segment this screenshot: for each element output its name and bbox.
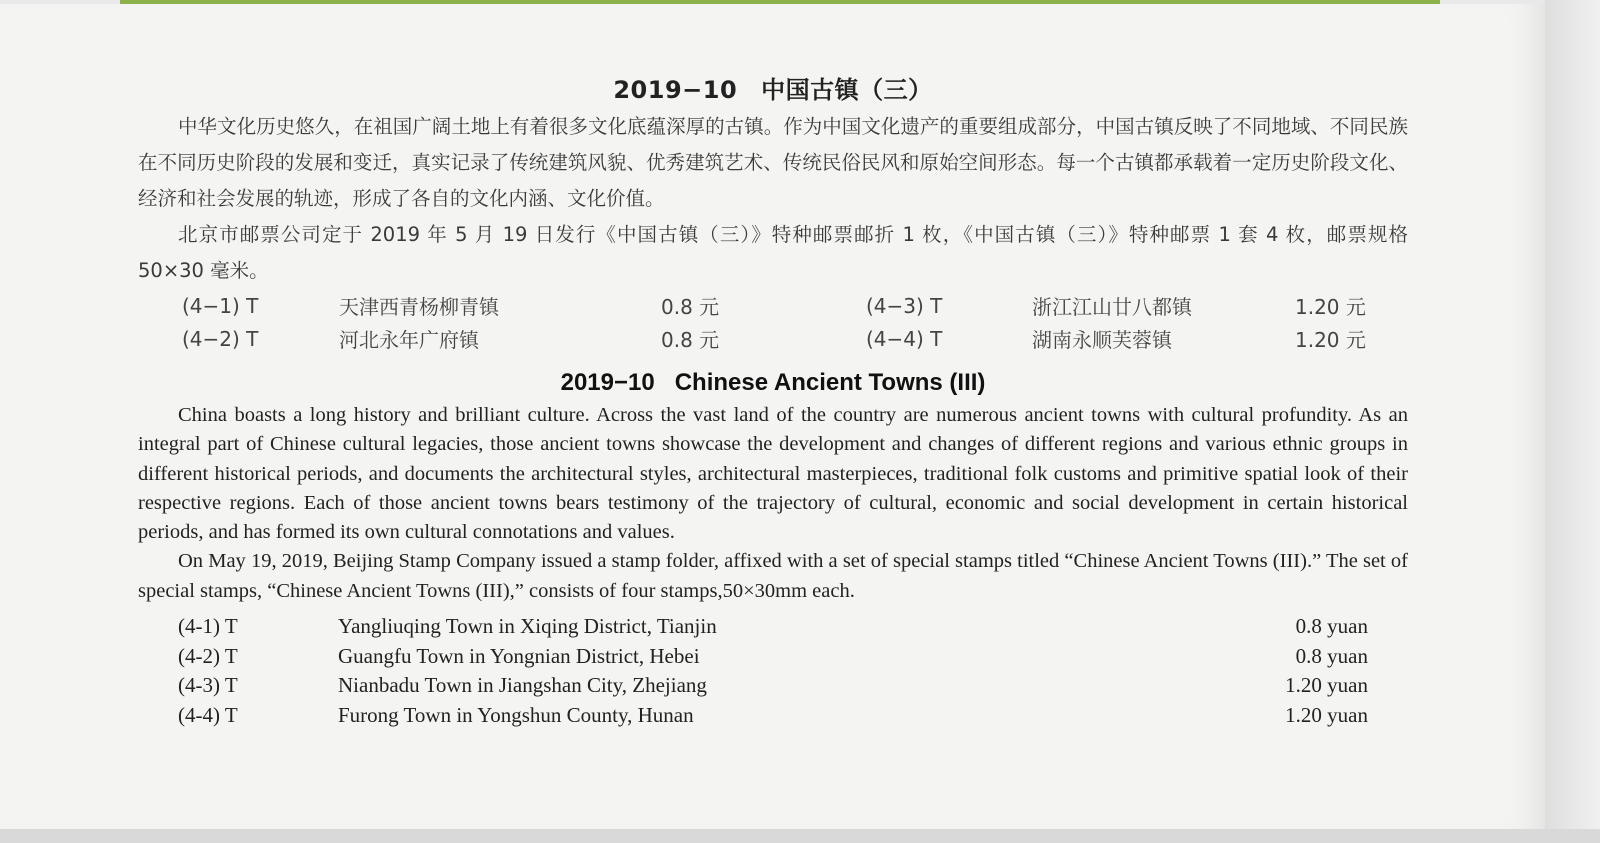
chinese-paragraph-1: 中华文化历史悠久，在祖国广阔土地上有着很多文化底蕴深厚的古镇。作为中国文化遗产的重要组成部分，中国古镇反映了不同地域、不同民族在不同历史阶段的发展和变迁，真实记录了传统建筑风貌、优秀建筑艺术、传统民俗民风和原始空间形态。每一个古镇都承载着一定历史阶段文化、经济和社会发展的轨迹，形成了各自的文化内涵、文化价值。 [138,115,1408,210]
chinese-stamp-row [138,322,1408,355]
chinese-stamp-row [138,289,1408,322]
english-title-name: Chinese Ancient Towns (III) [674,369,986,396]
english-stamp-row [138,671,1368,701]
stamp-code: (4−2) T [182,326,259,351]
english-stamp-row [138,701,1368,731]
stamp-value: 1.20 yuan [1285,673,1368,698]
stamp-name: Yangliuqing Town in Xiqing District, Tianjin [338,614,717,639]
stamp-code: (4-2) T [178,643,238,668]
english-paragraph-1: China boasts a long history and brilliant culture. Across the vast land of the country are numerous ancient towns with cultural profundity. As an integral part of Chinese cultural legacies, those ancient towns showcase the development and changes of different regions and various ethnic groups in different historical periods, and documents the architectural styles, architectural masterpieces, traditional folk customs and primitive spatial look of their respective regions. Each of those ancient towns bears testimony of the trajectory of cultural, economic and social development in certain historical periods, and has formed its own cultural connotations and values. [138,404,1408,544]
stamp-code: (4−3) T [866,293,943,318]
stamp-name: Guangfu Town in Yongnian District, Hebei [338,643,700,668]
page-bottom-edge [0,829,1600,843]
stamp-code: (4-1) T [178,614,238,639]
stamp-name: 浙江江山廿八都镇 [1032,295,1192,319]
english-stamp-row [138,612,1368,642]
chinese-title [138,70,1408,105]
stamp-value: 0.8 yuan [1295,643,1368,668]
stamp-value: 0.8 yuan [1295,614,1368,639]
stamp-value: 1.20 元 [1295,295,1366,319]
stamp-name: 湖南永顺芙蓉镇 [1032,328,1172,352]
page-right-edge [1545,0,1600,843]
english-stamp-row [138,642,1368,672]
stamp-code: (4−4) T [866,326,943,351]
english-stamp-table [138,612,1368,730]
stamp-value: 0.8 元 [661,295,720,319]
stamp-code: (4−1) T [182,293,259,318]
page-content [138,70,1408,730]
chinese-paragraph-2: 北京市邮票公司定于 2019 年 5 月 19 日发行《中国古镇（三）》特种邮票邮折 1 枚，《中国古镇（三）》特种邮票 1 套 4 枚，邮票规格 50×30 毫米。 [138,223,1408,282]
stamp-name: 天津西青杨柳青镇 [339,295,499,319]
stamp-name: Nianbadu Town in Jiangshan City, Zhejiang [338,673,707,698]
stamp-name: Furong Town in Yongshun County, Hunan [338,702,694,727]
stamp-value: 1.20 yuan [1285,702,1368,727]
chinese-title-code: 2019−10 [613,76,738,104]
chinese-title-name: 中国古镇（三） [761,76,933,104]
stamp-code: (4-4) T [178,702,238,727]
stamp-code: (4-3) T [178,673,238,698]
english-title-code: 2019−10 [560,369,655,396]
stamp-name: 河北永年广府镇 [339,328,479,352]
english-title [138,369,1408,397]
stamp-value: 1.20 元 [1295,328,1366,352]
english-paragraph-2: On May 19, 2019, Beijing Stamp Company issued a stamp folder, affixed with a set of special stamps titled “Chinese Ancient Towns (III).” The set of special stamps, “Chinese Ancient Towns (III),” consists of four stamps,50×30mm each. [138,550,1408,602]
stamp-value: 0.8 元 [661,328,720,352]
chinese-stamp-table [138,289,1408,355]
